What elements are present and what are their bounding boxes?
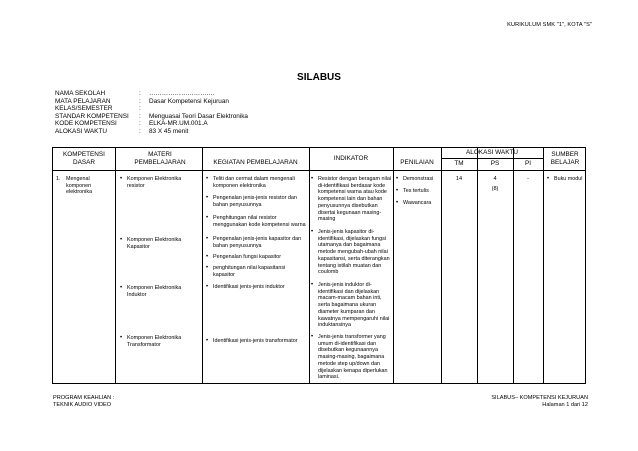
column-divider (393, 148, 394, 383)
info-value: Dasar Kompetensi Kejuruan (149, 97, 229, 105)
materi-item: • Komponen Elektronika Induktor (120, 285, 182, 298)
ps-sub-value: (8) (491, 186, 499, 192)
column-divider (513, 148, 514, 383)
footer-page-info (491, 395, 588, 410)
bullet-icon: • (120, 335, 123, 341)
column-header-penilaian: PENILAIAN (400, 159, 434, 166)
penilaian-item: • Tes tertulis (396, 188, 429, 194)
info-separator: : (139, 97, 141, 105)
bullet-icon: • (206, 265, 209, 271)
info-value: 83 X 45 menit (149, 127, 189, 135)
footer-doc-title: SILABUS– KOMPETENSI KEJURUAN (491, 395, 588, 401)
footer-program-name: TEKNIK AUDIO VIDEO (53, 402, 112, 409)
footer-program-label: PROGRAM KEAHLIAN : (53, 395, 115, 401)
bullet-icon: • (206, 254, 209, 260)
kd-text: Mengenal komponen elektronika (66, 176, 93, 196)
column-header-materi: MATERI PEMBELAJARAN (134, 151, 186, 166)
column-header-kompetensi-dasar: KOMPETENSI DASAR (63, 151, 105, 166)
kegiatan-item: • Identifikasi jenis-jenis transformator (206, 338, 298, 344)
info-label: NAMA SEKOLAH (55, 90, 106, 97)
column-divider (309, 148, 310, 383)
column-divider (202, 148, 203, 383)
column-header-indikator: INDIKATOR (333, 155, 369, 162)
column-divider (477, 148, 478, 383)
bullet-icon: • (206, 215, 209, 221)
curriculum-header: KURIKULUM SMK "1", KOTA "S" (507, 22, 592, 28)
info-block (55, 90, 248, 136)
materi-item: • Komponen Elektronika resistor (120, 176, 182, 189)
indikator-item: • Jenis-jenis kapasitor di-identifikasi, dijelaskan fungsi utamanya dan bagaimana metode mengubah-ubah nilai kapasitansi, serta diterangkan tentang istilah muatan dan coulomb (311, 229, 390, 276)
bullet-icon: • (311, 229, 314, 235)
kegiatan-item: • penghitungan nilai kapasitansi kapasitor (206, 265, 286, 278)
info-row-time (55, 128, 248, 136)
footer-page-number: Halaman 1 dari 12 (542, 402, 588, 409)
bullet-icon: • (120, 237, 123, 243)
pi-value: - (527, 176, 529, 182)
info-row-code (55, 120, 248, 128)
bullet-icon: • (311, 176, 314, 182)
bullet-icon: • (311, 282, 314, 288)
sumber-item: • Buku modul (547, 176, 583, 182)
info-row-subject (55, 98, 248, 106)
info-separator: : (139, 112, 141, 120)
kegiatan-item: • Pengenalan fungsi kapasitor (206, 254, 282, 260)
indikator-item: • Resistor dengan beragam nilai di-identifikasi berdasar kode kompetensi warna atau kode kompetensi lain dan bahan penyusunnya disebutkan disertai kegunaan masing-masing (311, 176, 392, 223)
info-separator: : (139, 105, 141, 113)
bullet-icon: • (547, 176, 550, 182)
column-divider (115, 148, 116, 383)
info-label: KELAS/SEMESTER (55, 105, 113, 113)
bullet-icon: • (206, 195, 209, 201)
bullet-icon: • (311, 334, 314, 340)
indikator-item: • Jenis-jenis transformer yang umum di-identifikasi dan disebutkan kegunaannya masing-masing, bagaimana metode step up/down dan dijelaskan kenapa diperlukan laminasi. (311, 334, 388, 381)
tm-value: 14 (455, 176, 463, 182)
bullet-icon: • (396, 176, 399, 182)
bullet-icon: • (206, 176, 209, 182)
info-value: Menguasai Teori Dasar Elektronika (149, 112, 248, 120)
bullet-icon: • (120, 285, 123, 291)
info-separator: : (139, 90, 141, 97)
kd-number: 1. (56, 176, 61, 182)
column-header-alokasi: ALOKASI WAKTU (466, 149, 518, 156)
bullet-icon: • (396, 200, 399, 206)
page-title: SILABUS (297, 72, 341, 83)
info-value: ELKA-MR.UM.001.A (149, 120, 208, 128)
bullet-icon: • (206, 338, 209, 344)
indikator-item: • Jenis-jenis induktor di-identifikasi dan dijelaskan macam-macam bahan inti, serta bagaimana ukuran diameter kumparan dan kawatnya mempengaruhi nilai induktansinya (311, 282, 390, 329)
info-label: MATA PELAJARAN (55, 97, 111, 105)
info-row-class (55, 105, 248, 113)
kegiatan-item: • Pengenalan jenis-jenis kapasitor dan bahan penyusunnya (206, 236, 302, 249)
bullet-icon: • (396, 188, 399, 194)
materi-item: • Komponen Elektronika Transformator (120, 335, 182, 348)
footer-program (53, 395, 114, 410)
penilaian-item: • Wawancara (396, 200, 432, 206)
info-label: ALOKASI WAKTU (55, 127, 107, 135)
bullet-icon: • (120, 176, 123, 182)
header-subdivider (441, 158, 543, 159)
materi-item: • Komponen Elektronika Kapasitor (120, 237, 182, 250)
info-value: …………………………. (149, 90, 215, 97)
bullet-icon: • (206, 236, 209, 242)
column-header-sumber: SUMBER BELAJAR (550, 151, 580, 166)
ps-value: 4 (493, 176, 497, 182)
column-divider (543, 148, 544, 383)
penilaian-item: • Demonstrasi (396, 176, 434, 182)
kegiatan-item: • Identifikasi jenis-jenis induktor (206, 284, 285, 290)
kegiatan-item: • Penghitungan nilai resistor menggunakan kode kompetensi warna (206, 215, 306, 228)
column-header-pi: PI (524, 160, 532, 167)
info-row-standard (55, 113, 248, 121)
info-row-school (55, 90, 248, 98)
kegiatan-item: • Teliti dan cermat dalam mengenali komponen elektronika (206, 176, 295, 189)
column-divider (441, 148, 442, 383)
bullet-icon: • (206, 284, 209, 290)
column-header-ps: PS (490, 160, 500, 167)
info-label: STANDAR KOMPETENSI (55, 112, 129, 120)
info-separator: : (139, 120, 141, 128)
info-separator: : (139, 127, 141, 135)
syllabus-table (52, 147, 586, 384)
info-label: KODE KOMPETENSI (55, 120, 117, 128)
column-header-tm: TM (454, 160, 464, 167)
column-header-kegiatan: KEGIATAN PEMBELAJARAN (213, 159, 298, 166)
header-divider (53, 170, 585, 171)
kegiatan-item: • Pengenalan jenis-jenis resistor dan bahan penyusunnya (206, 195, 297, 208)
